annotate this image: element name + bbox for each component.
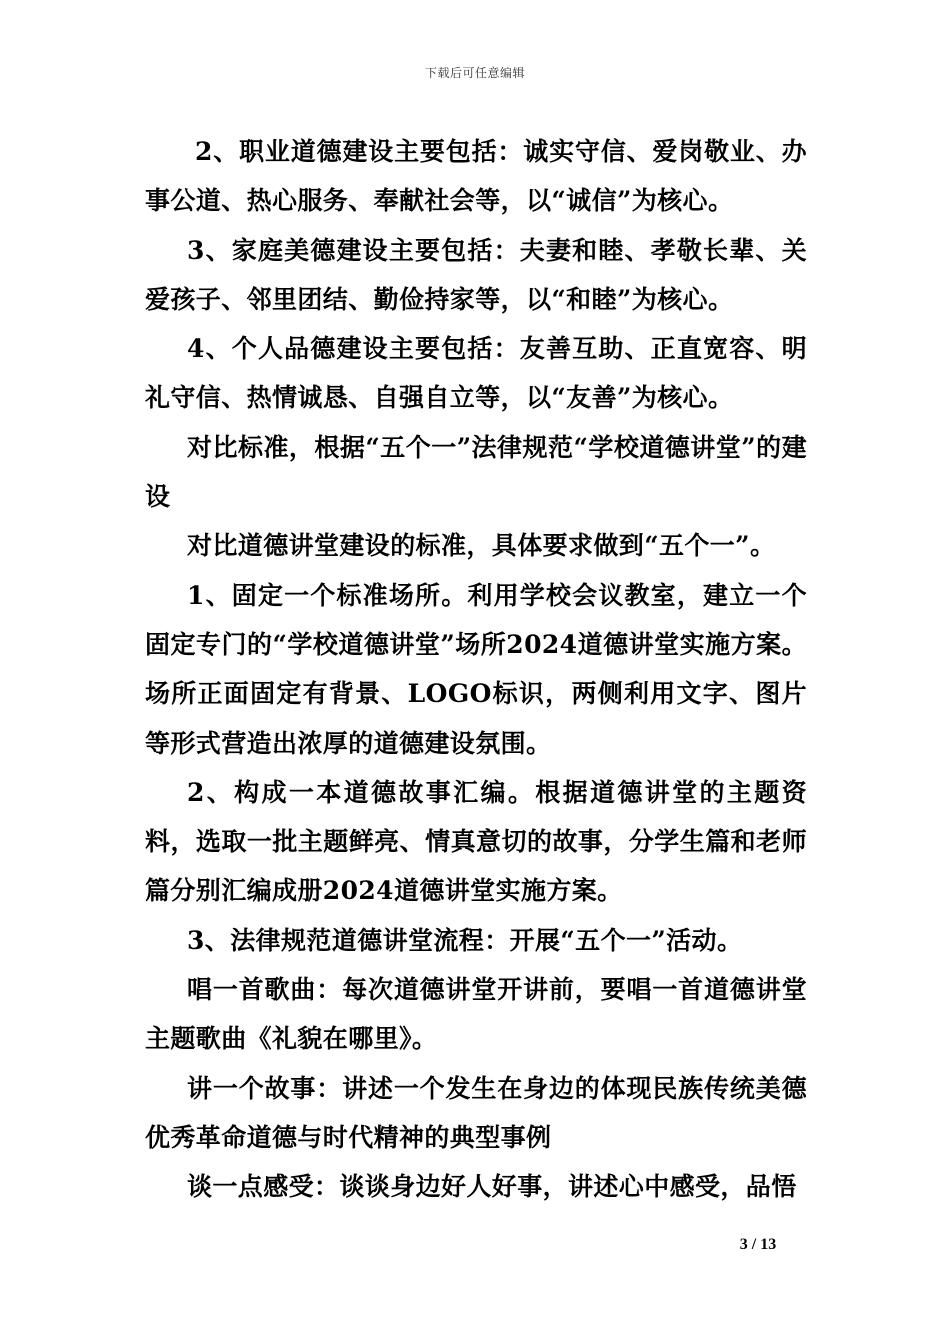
paragraph-fixed-venue: 1、固定一个标准场所。利用学校会议教室，建立一个固定专门的“学校道德讲堂”场所2024道德讲堂实施方案。场所正面固定有背景、LOGO标识，两侧利用文字、图片等形式营造出浓厚的道德建设氛围。 (145, 580, 807, 758)
paragraph-tell-a-story: 讲一个故事：讲述一个发生在身边的体现民族传统美德优秀革命道德与时代精神的典型事例 (145, 1073, 807, 1152)
page-header: 下载后可任意编辑 (424, 66, 525, 80)
paragraph-standard-comparison: 对比标准，根据“五个一”法律规范“学校道德讲堂”的建设 (145, 432, 807, 512)
paragraph-lecture-process: 3、法律规范道德讲堂流程：开展“五个一”活动。 (187, 925, 743, 955)
paragraph-personal-morality: 4、个人品德建设主要包括：友善互助、正直宽容、明礼守信、热情诚恳、自强自立等，以“友善”为核心。 (145, 334, 807, 413)
paragraph-family-virtue: 3、家庭美德建设主要包括：夫妻和睦、孝敬长辈、关爱孩子、邻里团结、勤俭持家等，以“和睦”为核心。 (145, 235, 807, 314)
paragraph-professional-ethics: 2、职业道德建设主要包括：诚实守信、爱岗敬业、办事公道、热心服务、奉献社会等，以“诚信”为核心。 (145, 137, 807, 216)
paragraph-story-compilation: 2、构成一本道德故事汇编。根据道德讲堂的主题资料，选取一批主题鲜亮、情真意切的故事，分学生篇和老师篇分别汇编成册2024道德讲堂实施方案。 (145, 777, 807, 906)
paragraph-share-feelings: 谈一点感受：谈谈身边好人好事，讲述心中感受，品悟 (187, 1172, 797, 1202)
paragraph-sing-a-song: 唱一首歌曲：每次道德讲堂开讲前，要唱一首道德讲堂主题歌曲《礼貌在哪里》。 (145, 975, 807, 1054)
paragraph-five-ones-intro: 对比道德讲堂建设的标准，具体要求做到“五个一”。 (187, 531, 776, 561)
page-number: 3 / 13 (739, 1236, 777, 1253)
document-body (145, 127, 807, 1212)
